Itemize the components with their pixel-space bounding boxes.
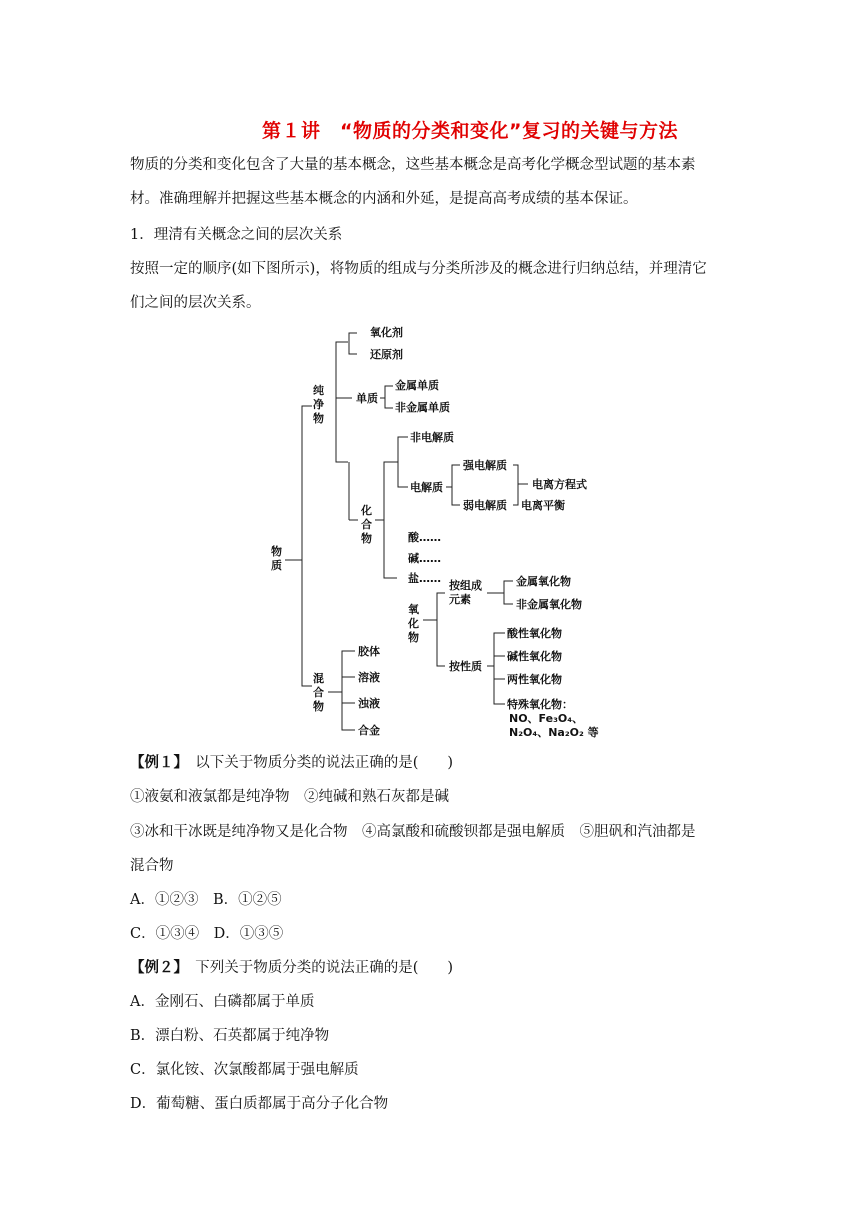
node-by-property: 按性质 bbox=[449, 660, 482, 673]
example1-label: 【例１】 bbox=[130, 754, 181, 771]
node-mixture: 混 bbox=[313, 672, 324, 685]
svg-text:化: 化 bbox=[408, 617, 419, 630]
node-solution: 溶液 bbox=[358, 671, 380, 684]
example1-options-cd: C．①③④ D．①③⑤ bbox=[130, 926, 284, 942]
example2-option-a: A．金刚石、白磷都属于单质 bbox=[130, 994, 315, 1010]
node-special-oxide-ex2: N₂O₄、Na₂O₂ 等 bbox=[509, 726, 599, 739]
node-element: 单质 bbox=[356, 392, 378, 405]
node-weak-electrolyte: 弱电解质 bbox=[463, 499, 507, 512]
node-basic-oxide: 碱性氧化物 bbox=[507, 650, 562, 663]
example1-question: 以下关于物质分类的说法正确的是( ) bbox=[180, 755, 454, 771]
svg-text:合: 合 bbox=[313, 686, 324, 699]
node-suspension: 浊液 bbox=[358, 697, 380, 710]
svg-text:合: 合 bbox=[361, 518, 372, 531]
node-ionization-equilibrium: 电离平衡 bbox=[521, 499, 565, 512]
section-text-2: 们之间的层次关系。 bbox=[130, 295, 261, 311]
node-nonmetal-oxide: 非金属氧化物 bbox=[516, 598, 582, 611]
node-ionization-equation: 电离方程式 bbox=[532, 478, 587, 491]
node-nonelectrolyte: 非电解质 bbox=[410, 431, 454, 444]
intro-line-2: 材。准确理解并把握这些基本概念的内涵和外延，是提高高考成绩的基本保证。 bbox=[130, 191, 638, 207]
node-colloid: 胶体 bbox=[358, 645, 380, 658]
page-title: 第１讲 “物质的分类和变化”复习的关键与方法 bbox=[262, 120, 678, 142]
node-special-oxide: 特殊氧化物： bbox=[507, 698, 573, 711]
svg-text:物: 物 bbox=[408, 631, 419, 644]
intro-line-1: 物质的分类和变化包含了大量的基本概念，这些基本概念是高考化学概念型试题的基本素 bbox=[130, 157, 696, 173]
example2-option-d: D．葡萄糖、蛋白质都属于高分子化合物 bbox=[130, 1096, 389, 1112]
example1-options-ab: A．①②③ B．①②⑤ bbox=[130, 892, 282, 908]
example2-header bbox=[130, 958, 453, 978]
node-acidic-oxide: 酸性氧化物 bbox=[507, 627, 562, 640]
node-by-composition-2: 元素 bbox=[449, 593, 471, 606]
example2-option-c: C．氯化铵、次氯酸都属于强电解质 bbox=[130, 1062, 359, 1078]
node-nonmetal-element: 非金属单质 bbox=[395, 401, 450, 414]
node-oxidant: 氧化剂 bbox=[370, 326, 403, 339]
example1-statement-3: 混合物 bbox=[130, 858, 174, 874]
node-special-oxide-ex1: NO、Fe₃O₄、 bbox=[509, 712, 584, 725]
node-root-2: 质 bbox=[271, 559, 282, 572]
example2-question: 下列关于物质分类的说法正确的是( ) bbox=[180, 960, 454, 976]
node-electrolyte: 电解质 bbox=[410, 481, 443, 494]
section-text-1: 按照一定的顺序(如下图所示)，将物质的组成与分类所涉及的概念进行归纳总结，并理清它 bbox=[130, 261, 707, 277]
svg-text:物: 物 bbox=[313, 700, 324, 713]
example2-option-b: B．漂白粉、石英都属于纯净物 bbox=[130, 1028, 330, 1044]
section-heading: 1．理清有关概念之间的层次关系 bbox=[130, 227, 343, 243]
node-amphoteric-oxide: 两性氧化物 bbox=[507, 673, 562, 686]
node-metal-element: 金属单质 bbox=[395, 379, 439, 392]
node-acid: 酸…… bbox=[408, 531, 441, 544]
node-alloy: 合金 bbox=[358, 724, 380, 737]
example1-header bbox=[130, 753, 453, 773]
node-by-composition: 按组成 bbox=[449, 579, 482, 592]
svg-text:净: 净 bbox=[313, 398, 324, 411]
example2-label: 【例２】 bbox=[130, 959, 181, 976]
node-metal-oxide: 金属氧化物 bbox=[516, 575, 571, 588]
svg-text:物: 物 bbox=[361, 532, 372, 545]
node-reductant: 还原剂 bbox=[370, 348, 403, 361]
example1-statement-2: ③冰和干冰既是纯净物又是化合物 ④高氯酸和硫酸钡都是强电解质 ⑤胆矾和汽油都是 bbox=[130, 824, 696, 840]
svg-text:物: 物 bbox=[313, 412, 324, 425]
node-salt: 盐…… bbox=[408, 572, 441, 585]
node-strong-electrolyte: 强电解质 bbox=[463, 459, 507, 472]
node-base: 碱…… bbox=[408, 552, 441, 565]
example1-statement-1: ①液氨和液氯都是纯净物 ②纯碱和熟石灰都是碱 bbox=[130, 789, 449, 805]
node-compound: 化 bbox=[361, 504, 372, 517]
node-root-1: 物 bbox=[271, 545, 282, 558]
node-pure: 纯 bbox=[313, 384, 324, 397]
node-oxide: 氧 bbox=[408, 603, 419, 616]
